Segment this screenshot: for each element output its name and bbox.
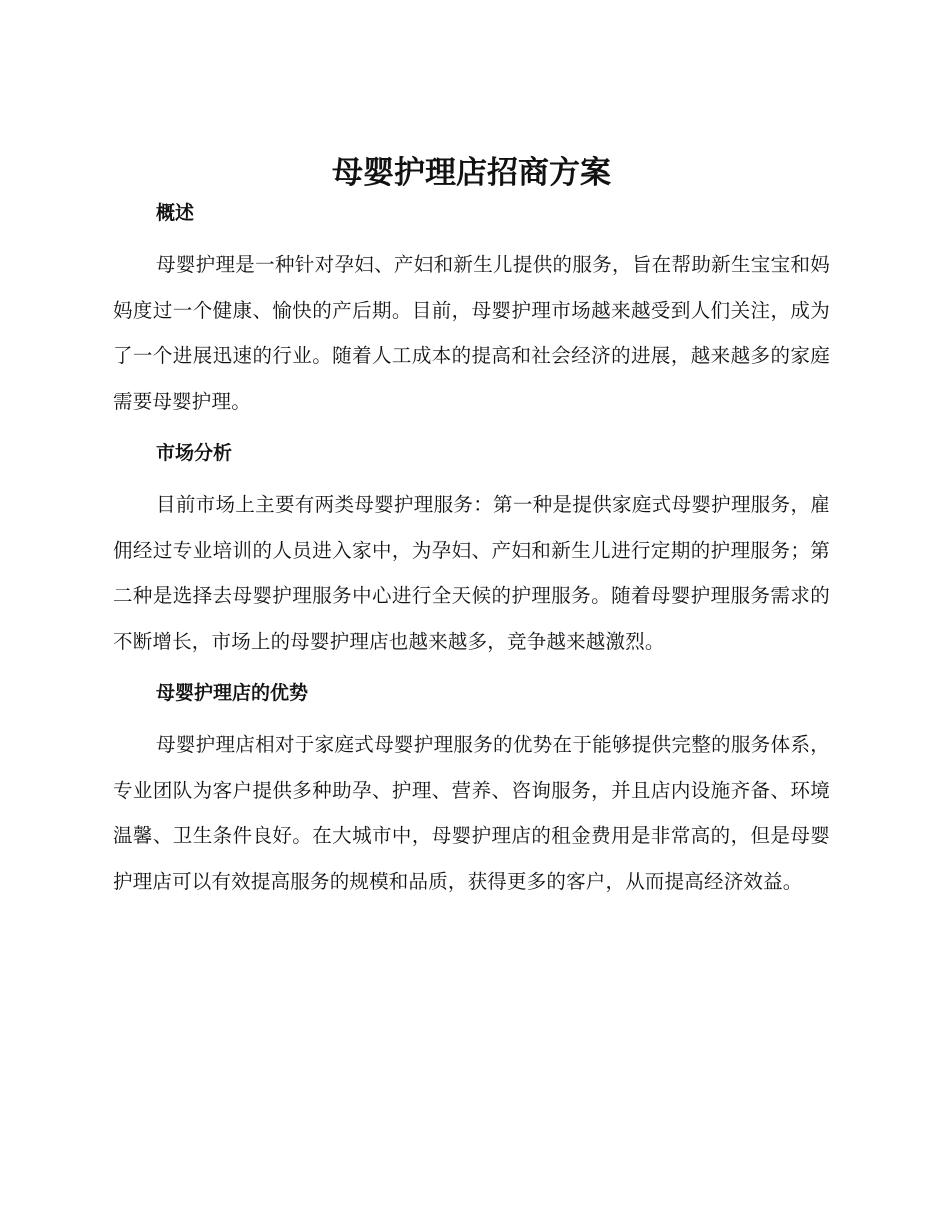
section-heading-market-analysis: 市场分析 [156, 442, 233, 464]
section-paragraph-overview: 母婴护理是一种针对孕妇、产妇和新生儿提供的服务，旨在帮助新生宝宝和妈妈度过一个健康、愉快的产后期。目前，母婴护理市场越来越受到人们关注，成为了一个进展迅速的行业。随着人工成本的提高和社会经济的进展，越来越多的家庭需要母婴护理。 [113, 253, 830, 413]
document-title: 母婴护理店招商方案 [332, 155, 611, 191]
document-body [113, 150, 830, 904]
section-heading-store-advantages: 母婴护理店的优势 [156, 682, 309, 704]
section-paragraph-store-advantages: 母婴护理店相对于家庭式母婴护理服务的优势在于能够提供完整的服务体系，专业团队为客户提供多种助孕、护理、营养、咨询服务，并且店内设施齐备、环境温馨、卫生条件良好。在大城市中，母婴护理店的租金费用是非常高的，但是母婴护理店可以有效提高服务的规模和品质，获得更多的客户，从而提高经济效益。 [113, 733, 830, 893]
section-heading-overview: 概述 [156, 202, 195, 224]
section-paragraph-market-analysis: 目前市场上主要有两类母婴护理服务：第一种是提供家庭式母婴护理服务，雇佣经过专业培训的人员进入家中，为孕妇、产妇和新生儿进行定期的护理服务；第二种是选择去母婴护理服务中心进行全天候的护理服务。随着母婴护理服务需求的不断增长，市场上的母婴护理店也越来越多，竞争越来越激烈。 [113, 493, 830, 653]
